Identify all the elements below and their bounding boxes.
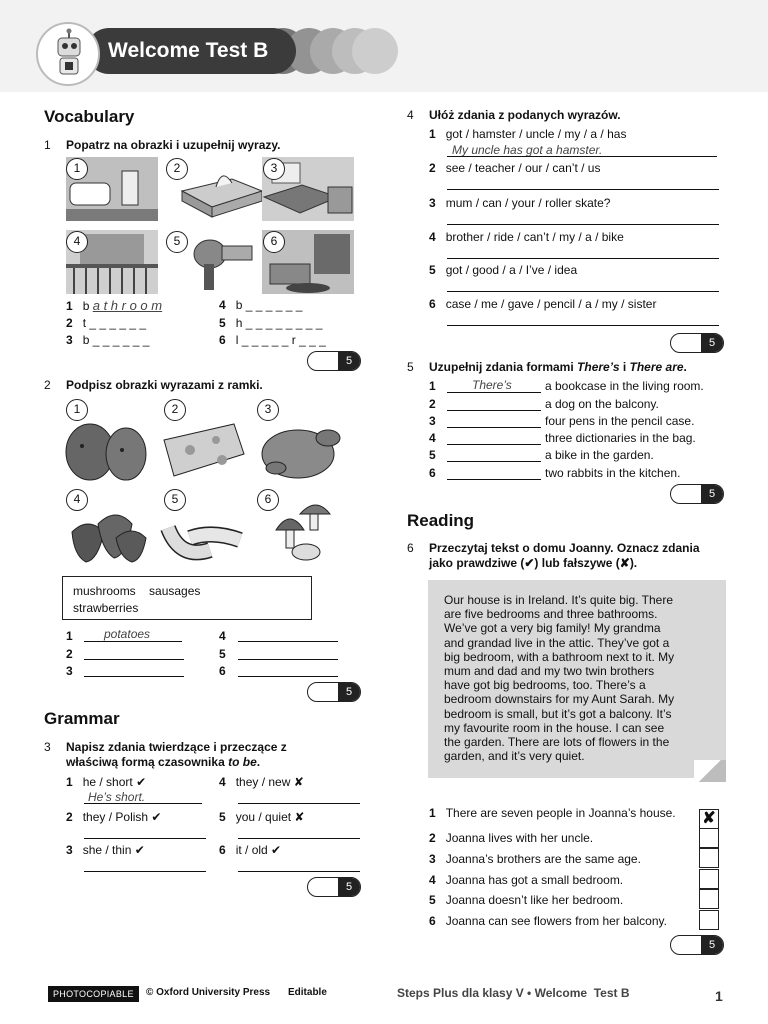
answer-line[interactable] bbox=[84, 838, 206, 839]
q5-sentence: three dictionaries in the bag. bbox=[545, 431, 696, 445]
answer-line[interactable] bbox=[84, 676, 184, 677]
page-number: 1 bbox=[715, 988, 723, 1004]
picture-number: 5 bbox=[164, 489, 186, 511]
q4-number: 4 bbox=[407, 108, 414, 122]
q2-instruction: Podpisz obrazki wyrazami z ramki. bbox=[66, 378, 263, 392]
true-false-box[interactable] bbox=[699, 910, 719, 930]
reading-heading: Reading bbox=[407, 511, 475, 530]
q4-answer-1: My uncle has got a hamster. bbox=[452, 143, 603, 157]
answer-line[interactable] bbox=[447, 189, 719, 190]
q5-item-number: 3 bbox=[429, 414, 436, 428]
q6-instruction: Przeczytaj tekst o domu Joanny. Oznacz zdania jako prawdziwe (✔) lub fałszywe (✘). bbox=[429, 541, 700, 570]
answer-line[interactable] bbox=[447, 258, 719, 259]
q5-sentence: a dog on the balcony. bbox=[545, 397, 659, 411]
answer-line[interactable] bbox=[238, 871, 360, 872]
q5-item-number: 6 bbox=[429, 466, 436, 480]
answer-line[interactable] bbox=[84, 871, 206, 872]
word-box bbox=[62, 576, 312, 620]
tissues-picture bbox=[176, 157, 268, 221]
answer-line[interactable] bbox=[238, 676, 338, 677]
q1-item-4[interactable]: 4 b _ _ _ _ _ _ bbox=[219, 298, 303, 312]
picture-number: 5 bbox=[166, 231, 188, 253]
q3-score-box[interactable]: 5 bbox=[307, 877, 361, 897]
answer-line[interactable] bbox=[447, 479, 541, 480]
q3-instruction: Napisz zdania twierdzące i przeczące z właściwą formą czasownika to be. bbox=[66, 740, 287, 769]
q1-instruction: Popatrz na obrazki i uzupełnij wyrazy. bbox=[66, 138, 281, 152]
q3-item-3: 3 she / thin ✔ bbox=[66, 843, 145, 857]
picture-number: 6 bbox=[263, 231, 285, 253]
q2-number: 2 bbox=[44, 378, 51, 392]
picture-number: 2 bbox=[166, 158, 188, 180]
page-curl-decoration bbox=[694, 760, 726, 782]
q2-score-box[interactable]: 5 bbox=[307, 682, 361, 702]
q5-answer-1: There’s bbox=[472, 378, 512, 392]
answer-line[interactable] bbox=[447, 325, 719, 326]
answer-line bbox=[447, 392, 541, 393]
answer-line bbox=[84, 641, 182, 642]
q3-answer-1: He’s short. bbox=[88, 790, 146, 804]
q2-item-number: 6 bbox=[219, 664, 226, 678]
q4-item-4: 4 brother / ride / can’t / my / a / bike bbox=[429, 230, 624, 244]
picture-number: 3 bbox=[263, 158, 285, 180]
q4-item-3: 3 mum / can / your / roller skate? bbox=[429, 196, 611, 210]
q5-sentence: two rabbits in the kitchen. bbox=[545, 466, 681, 480]
answer-line[interactable] bbox=[447, 224, 719, 225]
robot-mascot-icon bbox=[36, 22, 100, 86]
true-false-box[interactable] bbox=[699, 869, 719, 889]
true-false-box[interactable] bbox=[699, 889, 719, 909]
q5-number: 5 bbox=[407, 360, 414, 374]
q2-item-number: 1 bbox=[66, 629, 73, 643]
photocopiable-badge: PHOTOCOPIABLE bbox=[48, 986, 139, 1002]
q6-number: 6 bbox=[407, 541, 414, 555]
picture-number: 6 bbox=[257, 489, 279, 511]
reading-passage: Our house is in Ireland. It’s quite big. There are five bedrooms and three bathrooms. We’ve got a very big family! My grandma and grandad live in the attic. They’ve got a big bedroom, with a bathroom next to it. My mum and dad and my two twin brothers have got big bedrooms, too. There’s a bedroom downstairs for my Aunt Sarah. My bedroom is small, but it’s got a balcony. It’s my favourite room in the house. I can see the garden. There are lots of flowers in the garden, and it’s very quiet. bbox=[428, 580, 726, 778]
q5-sentence: a bike in the garden. bbox=[545, 448, 654, 462]
series-text: Steps Plus dla klasy V • Welcome Test B bbox=[397, 986, 630, 1000]
answer-line[interactable] bbox=[238, 659, 338, 660]
q3-item-2: 2 they / Polish ✔ bbox=[66, 810, 162, 824]
answer-line[interactable] bbox=[447, 461, 541, 462]
answer-line[interactable] bbox=[84, 659, 184, 660]
true-false-box[interactable]: ✘ bbox=[699, 809, 719, 829]
true-false-box[interactable] bbox=[699, 828, 719, 848]
q5-sentence: four pens in the pencil case. bbox=[545, 414, 695, 428]
q1-number: 1 bbox=[44, 138, 51, 152]
q1-item-1: 1 b a t h r o o m bbox=[66, 298, 163, 313]
vocabulary-heading: Vocabulary bbox=[44, 107, 135, 126]
picture-number: 4 bbox=[66, 489, 88, 511]
q4-score-box[interactable]: 5 bbox=[670, 333, 724, 353]
q4-item-2: 2 see / teacher / our / can’t / us bbox=[429, 161, 601, 175]
q1-item-5[interactable]: 5 h _ _ _ _ _ _ _ _ bbox=[219, 316, 323, 330]
publisher-text: © Oxford University Press bbox=[146, 987, 271, 998]
q6-statement-3: 3 Joanna’s brothers are the same age. bbox=[429, 852, 641, 866]
picture-number: 3 bbox=[257, 399, 279, 421]
answer-line[interactable] bbox=[447, 427, 541, 428]
picture-number: 4 bbox=[66, 231, 88, 253]
q6-statement-5: 5 Joanna doesn’t like her bedroom. bbox=[429, 893, 624, 907]
answer-line[interactable] bbox=[447, 444, 541, 445]
q1-item-2[interactable]: 2 t _ _ _ _ _ _ bbox=[66, 316, 147, 330]
q1-item-3[interactable]: 3 b _ _ _ _ _ _ bbox=[66, 333, 150, 347]
answer-line[interactable] bbox=[238, 838, 360, 839]
q4-instruction: Ułóż zdania z podanych wyrazów. bbox=[429, 108, 621, 122]
q3-number: 3 bbox=[44, 740, 51, 754]
answer-line bbox=[84, 803, 202, 804]
picture-number: 2 bbox=[164, 399, 186, 421]
q6-score-box[interactable]: 5 bbox=[670, 935, 724, 955]
q5-item-number: 4 bbox=[429, 431, 436, 445]
true-false-box[interactable] bbox=[699, 848, 719, 868]
q1-score-box[interactable]: 5 bbox=[307, 351, 361, 371]
q1-item-6[interactable]: 6 l _ _ _ _ _ r _ _ _ bbox=[219, 333, 326, 347]
q2-item-number: 2 bbox=[66, 647, 73, 661]
answer-line[interactable] bbox=[447, 410, 541, 411]
answer-line[interactable] bbox=[238, 641, 338, 642]
q3-item-1: 1 he / short ✔ bbox=[66, 775, 147, 789]
q4-item-5: 5 got / good / a / I’ve / idea bbox=[429, 263, 578, 277]
q4-item-6: 6 case / me / gave / pencil / a / my / sister bbox=[429, 297, 657, 311]
q1-answer-1: a t h r o o m bbox=[92, 298, 163, 313]
picture-number: 1 bbox=[66, 158, 88, 180]
q3-item-4: 4 they / new ✘ bbox=[219, 775, 304, 789]
q5-instruction: Uzupełnij zdania formami There’s i There are. bbox=[429, 360, 687, 374]
q6-statement-2: 2 Joanna lives with her uncle. bbox=[429, 831, 594, 845]
editable-text: Editable bbox=[288, 987, 327, 998]
answer-line bbox=[447, 156, 717, 157]
q4-item-1: 1 got / hamster / uncle / my / a / has bbox=[429, 127, 627, 141]
q5-item-number: 1 bbox=[429, 379, 436, 393]
q2-answer-1: potatoes bbox=[104, 627, 151, 641]
grammar-heading: Grammar bbox=[44, 709, 120, 728]
answer-line[interactable] bbox=[238, 803, 360, 804]
q2-item-number: 3 bbox=[66, 664, 73, 678]
q2-item-number: 4 bbox=[219, 629, 226, 643]
q5-item-number: 2 bbox=[429, 397, 436, 411]
page-title: Welcome Test B bbox=[86, 28, 296, 74]
q5-item-number: 5 bbox=[429, 448, 436, 462]
q5-sentence: a bookcase in the living room. bbox=[545, 379, 704, 393]
word-box-line: strawberries bbox=[73, 601, 139, 615]
q3-item-5: 5 you / quiet ✘ bbox=[219, 810, 305, 824]
q6-statement-4: 4 Joanna has got a small bedroom. bbox=[429, 873, 624, 887]
q2-item-number: 5 bbox=[219, 647, 226, 661]
q6-statement-6: 6 Joanna can see flowers from her balcony. bbox=[429, 914, 667, 928]
q5-score-box[interactable]: 5 bbox=[670, 484, 724, 504]
q6-statement-1: 1 There are seven people in Joanna’s house. bbox=[429, 806, 676, 820]
word-box-line: mushrooms sausages bbox=[73, 584, 201, 598]
hairdryer-picture bbox=[176, 230, 268, 294]
picture-number: 1 bbox=[66, 399, 88, 421]
q3-item-6: 6 it / old ✔ bbox=[219, 843, 282, 857]
answer-line[interactable] bbox=[447, 291, 719, 292]
